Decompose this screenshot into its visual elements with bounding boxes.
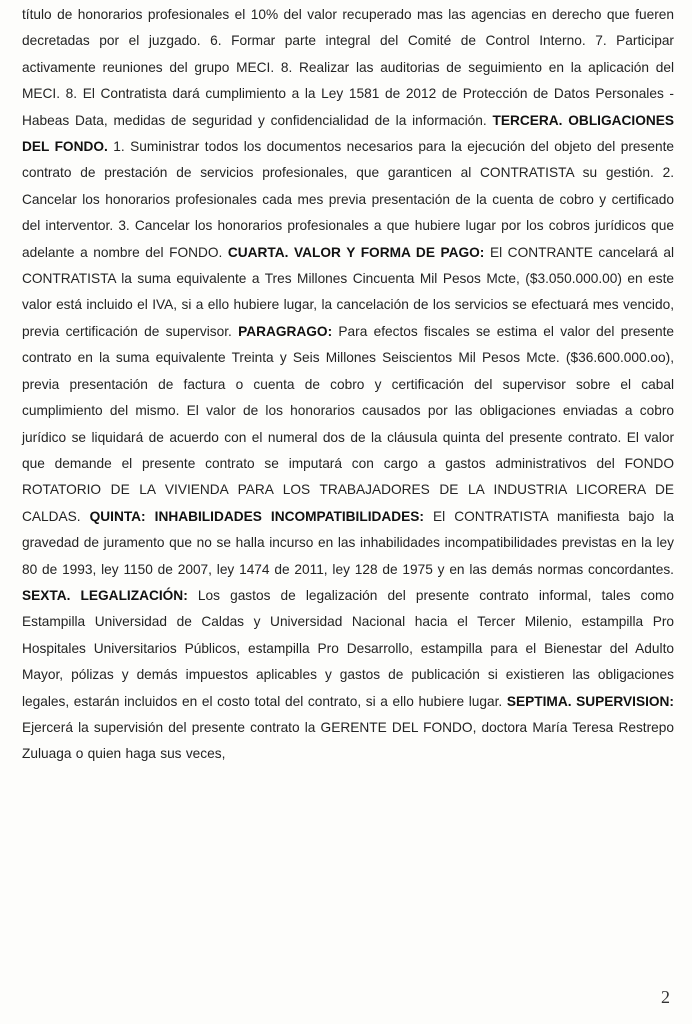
clause-heading-paragrafo: PARAGRAGO: [238, 323, 333, 339]
text-run: Para efectos fiscales se estima el valor del presente contrato en la suma equivalente Treinta y Seis Millones Seiscientos Mil Pesos Mcte. ($36.600.000.oo), previa presentación de factura o cuenta de cobro y certificación del supervisor sobre el cabal cumplimiento del mismo. El valor de los honorarios causados por las obligaciones enviadas a cobro jurídico se liquidará de acuerdo con el numeral dos de la cláusula quinta del presente contrato. El valor que demande el presente contrato se imputará con cargo a gastos administrativos del FONDO ROTATORIO DE LA VIVIENDA PARA LOS TRABAJADORES DE LA INDUSTRIA LICORERA DE CALDAS. [22, 323, 674, 524]
page-number: 2 [661, 987, 670, 1007]
text-run: Los gastos de legalización del presente contrato informal, tales como Estampilla Universidad de Caldas y Universidad Nacional hacia el Tercer Milenio, estampilla Pro Hospitales Universitarios Públicos, estampilla Pro Desarrollo, estampilla para el Bienestar del Adulto Mayor, pólizas y demás impuestos aplicables y gastos de publicación si existieren las obligaciones legales, estarán incluidos en el costo total del contrato, si a ello hubiere lugar. [22, 587, 675, 709]
text-run: título de honorarios profesionales el 10% del valor recuperado mas las agencias en derecho que fueren decretadas por el juzgado. 6. Formar parte integral del Comité de Control Interno. 7. Participar activamente reuniones del grupo MECI. 8. Realizar las auditorias de seguimiento en la aplicación del MECI. 8. El Contratista dará cumplimiento a la Ley 1581 de 2012 de Protección de Datos Personales - Habeas Data, medidas de seguridad y confidencialidad de la información. [22, 7, 674, 128]
clause-heading-septima: SEPTIMA. SUPERVISION: [506, 693, 674, 709]
clause-heading-quinta: QUINTA: INHABILIDADES INCOMPATIBILIDADES: [89, 508, 424, 524]
text-run: Ejercerá la supervisión del presente contrato la GERENTE DEL FONDO, doctora María Teresa Restrepo Zuluaga o quien haga sus veces, [22, 719, 674, 762]
contract-body-text [22, 2, 674, 768]
clause-heading-sexta: SEXTA. LEGALIZACIÓN: [22, 587, 188, 603]
text-run: El CONTRANTE cancelará al CONTRATISTA la suma equivalente a Tres Millones Cincuenta Mil Pesos Mcte, ($3.050.000.00) en este valor está incluido el IVA, si a ello hubiere lugar, la cancelación de los servicios se efectuará mes vencido, previa certificación de supervisor. [22, 244, 674, 339]
clause-heading-tercera: TERCERA. OBLIGACIONES DEL FONDO. [22, 112, 674, 155]
text-run: 1. Suministrar todos los documentos necesarios para la ejecución del objeto del presente contrato de prestación de servicios profesionales, que garanticen al CONTRATISTA su gestión. 2. Cancelar los honorarios profesionales cada mes previa presentación de la cuenta de cobro y certificado del interventor. 3. Cancelar los honorarios profesionales a que hubiere lugar por los cobros jurídicos que adelante a nombre del FONDO. [22, 139, 674, 260]
clause-heading-cuarta: CUARTA. VALOR Y FORMA DE PAGO: [227, 244, 485, 260]
text-run: El CONTRATISTA manifiesta bajo la gravedad de juramento que no se halla incurso en las inhabilidades incompatibilidades previstas en la ley 80 de 1993, ley 1150 de 2007, ley 1474 de 2011, ley 128 de 1975 y en las demás normas concordantes. [22, 508, 674, 577]
